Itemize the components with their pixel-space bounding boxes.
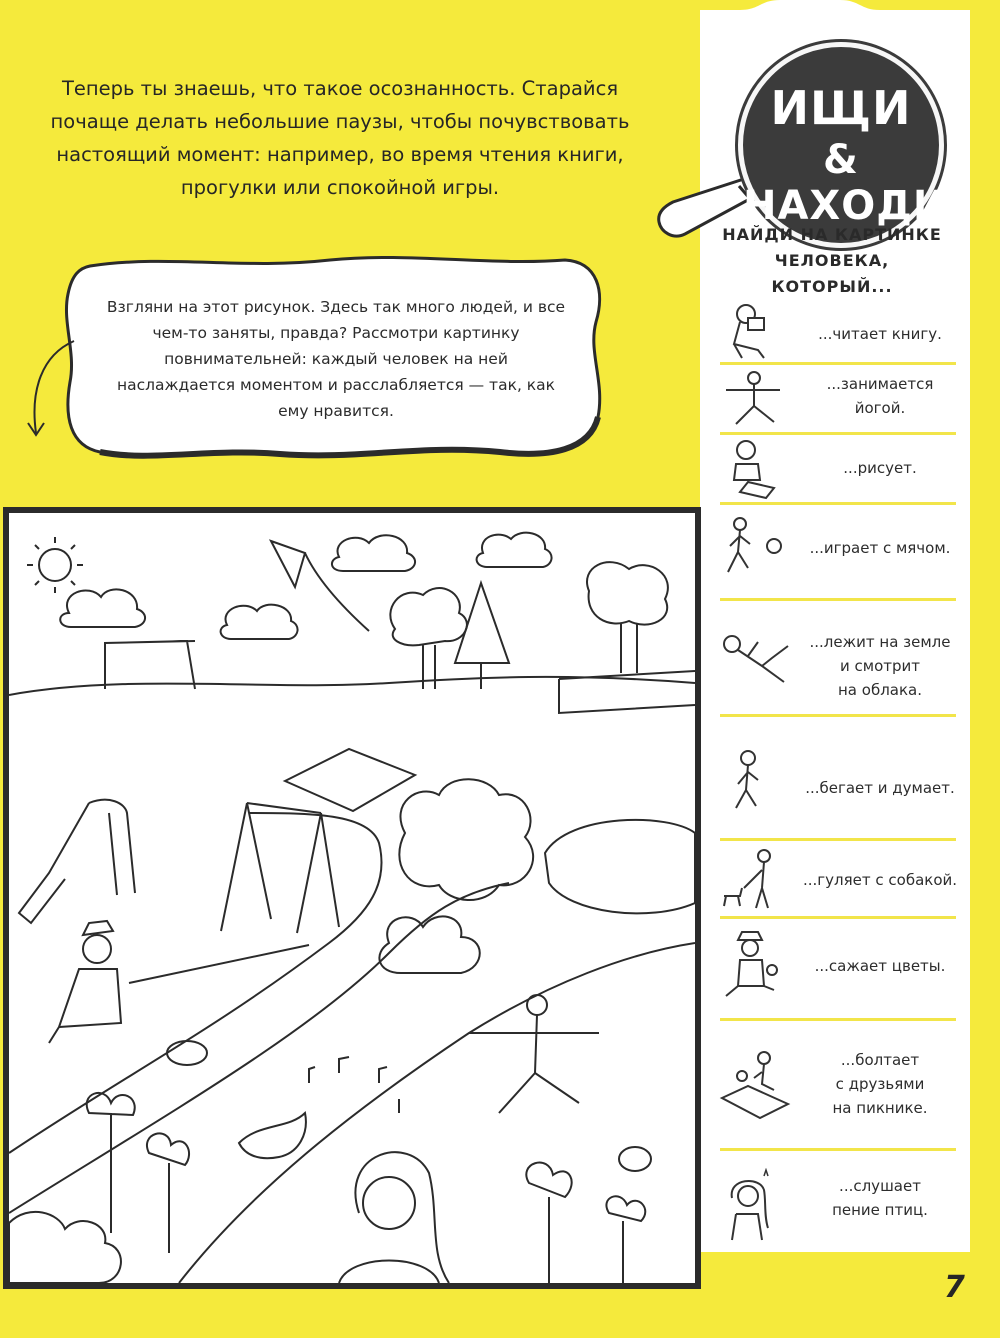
intro-paragraph: Теперь ты знаешь, что такое осознанность. Старайся почаще делать небольшие паузы, чтобы почувствовать настоящий момент: например, во время чтения книги, прогулки или спокойной игры.: [50, 77, 630, 199]
music-notes-icon: [309, 1057, 399, 1113]
runner-icon: [718, 748, 788, 824]
badge-title-line1: ИЩИ: [770, 81, 912, 135]
park-illustration: [3, 507, 701, 1289]
yoga-person-icon: [718, 370, 788, 434]
apple-tree-icon: [399, 779, 533, 900]
find-item-label: ...читает книгу.: [818, 325, 942, 343]
drawing-person-icon: [718, 436, 788, 500]
gardener: [49, 921, 121, 1043]
swing-set-icon: [221, 803, 339, 933]
dog-walker-icon: [718, 848, 788, 918]
bird-listener-icon: [718, 1168, 788, 1244]
cloud-icon: [332, 535, 415, 571]
page-number: 7: [944, 1270, 965, 1305]
find-item-label: ...лежит на земле и смотрит на облака.: [809, 633, 951, 699]
badge-title-line2: & НАХОДИ: [743, 137, 948, 229]
item-divider: [720, 714, 956, 717]
gardener-icon: [718, 930, 788, 1006]
bird-icon: [239, 1113, 306, 1158]
item-divider: [720, 598, 956, 601]
tree-icon: [390, 588, 467, 689]
tree-icon: [455, 583, 509, 689]
slide-icon: [19, 800, 135, 923]
ball-player-icon: [718, 516, 788, 586]
find-item-label: ...занимается йогой.: [826, 375, 934, 417]
find-item-label: ...болтает с друзьями на пикнике.: [832, 1051, 928, 1117]
find-item-label: ...сажает цветы.: [814, 957, 946, 975]
picnic-friends-icon: [718, 1048, 794, 1124]
item-divider: [720, 502, 956, 505]
kite-icon: [271, 541, 369, 631]
find-item-label: ...рисует.: [843, 459, 917, 477]
goal-icon: [105, 641, 195, 689]
bubble-text: Взгляни на этот рисунок. Здесь так много людей, и все чем-то заняты, правда? Рассмотри картинку повнимательней: каждый человек на ней наслаждается моментом и расслабляется — так, как ему нравится.: [106, 298, 566, 420]
reading-person-icon: [718, 300, 788, 362]
cloud-icon: [221, 605, 298, 639]
yoga-person: [469, 995, 599, 1113]
bee-icon: [167, 1041, 207, 1065]
find-heading: НАЙДИ НА КАРТИНКЕ ЧЕЛОВЕКА, КОТОРЫЙ...: [722, 225, 942, 296]
cloud-icon: [60, 589, 145, 627]
park-scene: [9, 513, 695, 1283]
picnic-blanket: [285, 749, 415, 811]
sidebar-top-tab: [700, 0, 970, 16]
speech-bubble: [60, 252, 606, 462]
item-divider: [720, 362, 956, 365]
item-divider: [720, 1018, 956, 1021]
find-item-label: ...слушает пение птиц.: [832, 1177, 928, 1219]
woman-listening: [339, 1152, 449, 1283]
item-divider: [720, 916, 956, 919]
tree-icon: [587, 562, 668, 673]
cloud-icon: [477, 533, 552, 567]
sandbox: [545, 820, 695, 914]
find-item-label: ...бегает и думает.: [805, 779, 955, 797]
sun-icon: [27, 537, 83, 593]
item-divider: [720, 1148, 956, 1151]
item-divider: [720, 838, 956, 841]
bee-icon: [619, 1147, 651, 1171]
flowers: [87, 1093, 646, 1283]
lying-person-icon: [718, 626, 794, 696]
curved-arrow-icon: [22, 335, 82, 445]
find-item-label: ...гуляет с собакой.: [802, 871, 958, 889]
find-badge: [738, 42, 948, 248]
item-divider: [720, 432, 956, 435]
find-item-label: ...играет с мячом.: [809, 539, 951, 557]
